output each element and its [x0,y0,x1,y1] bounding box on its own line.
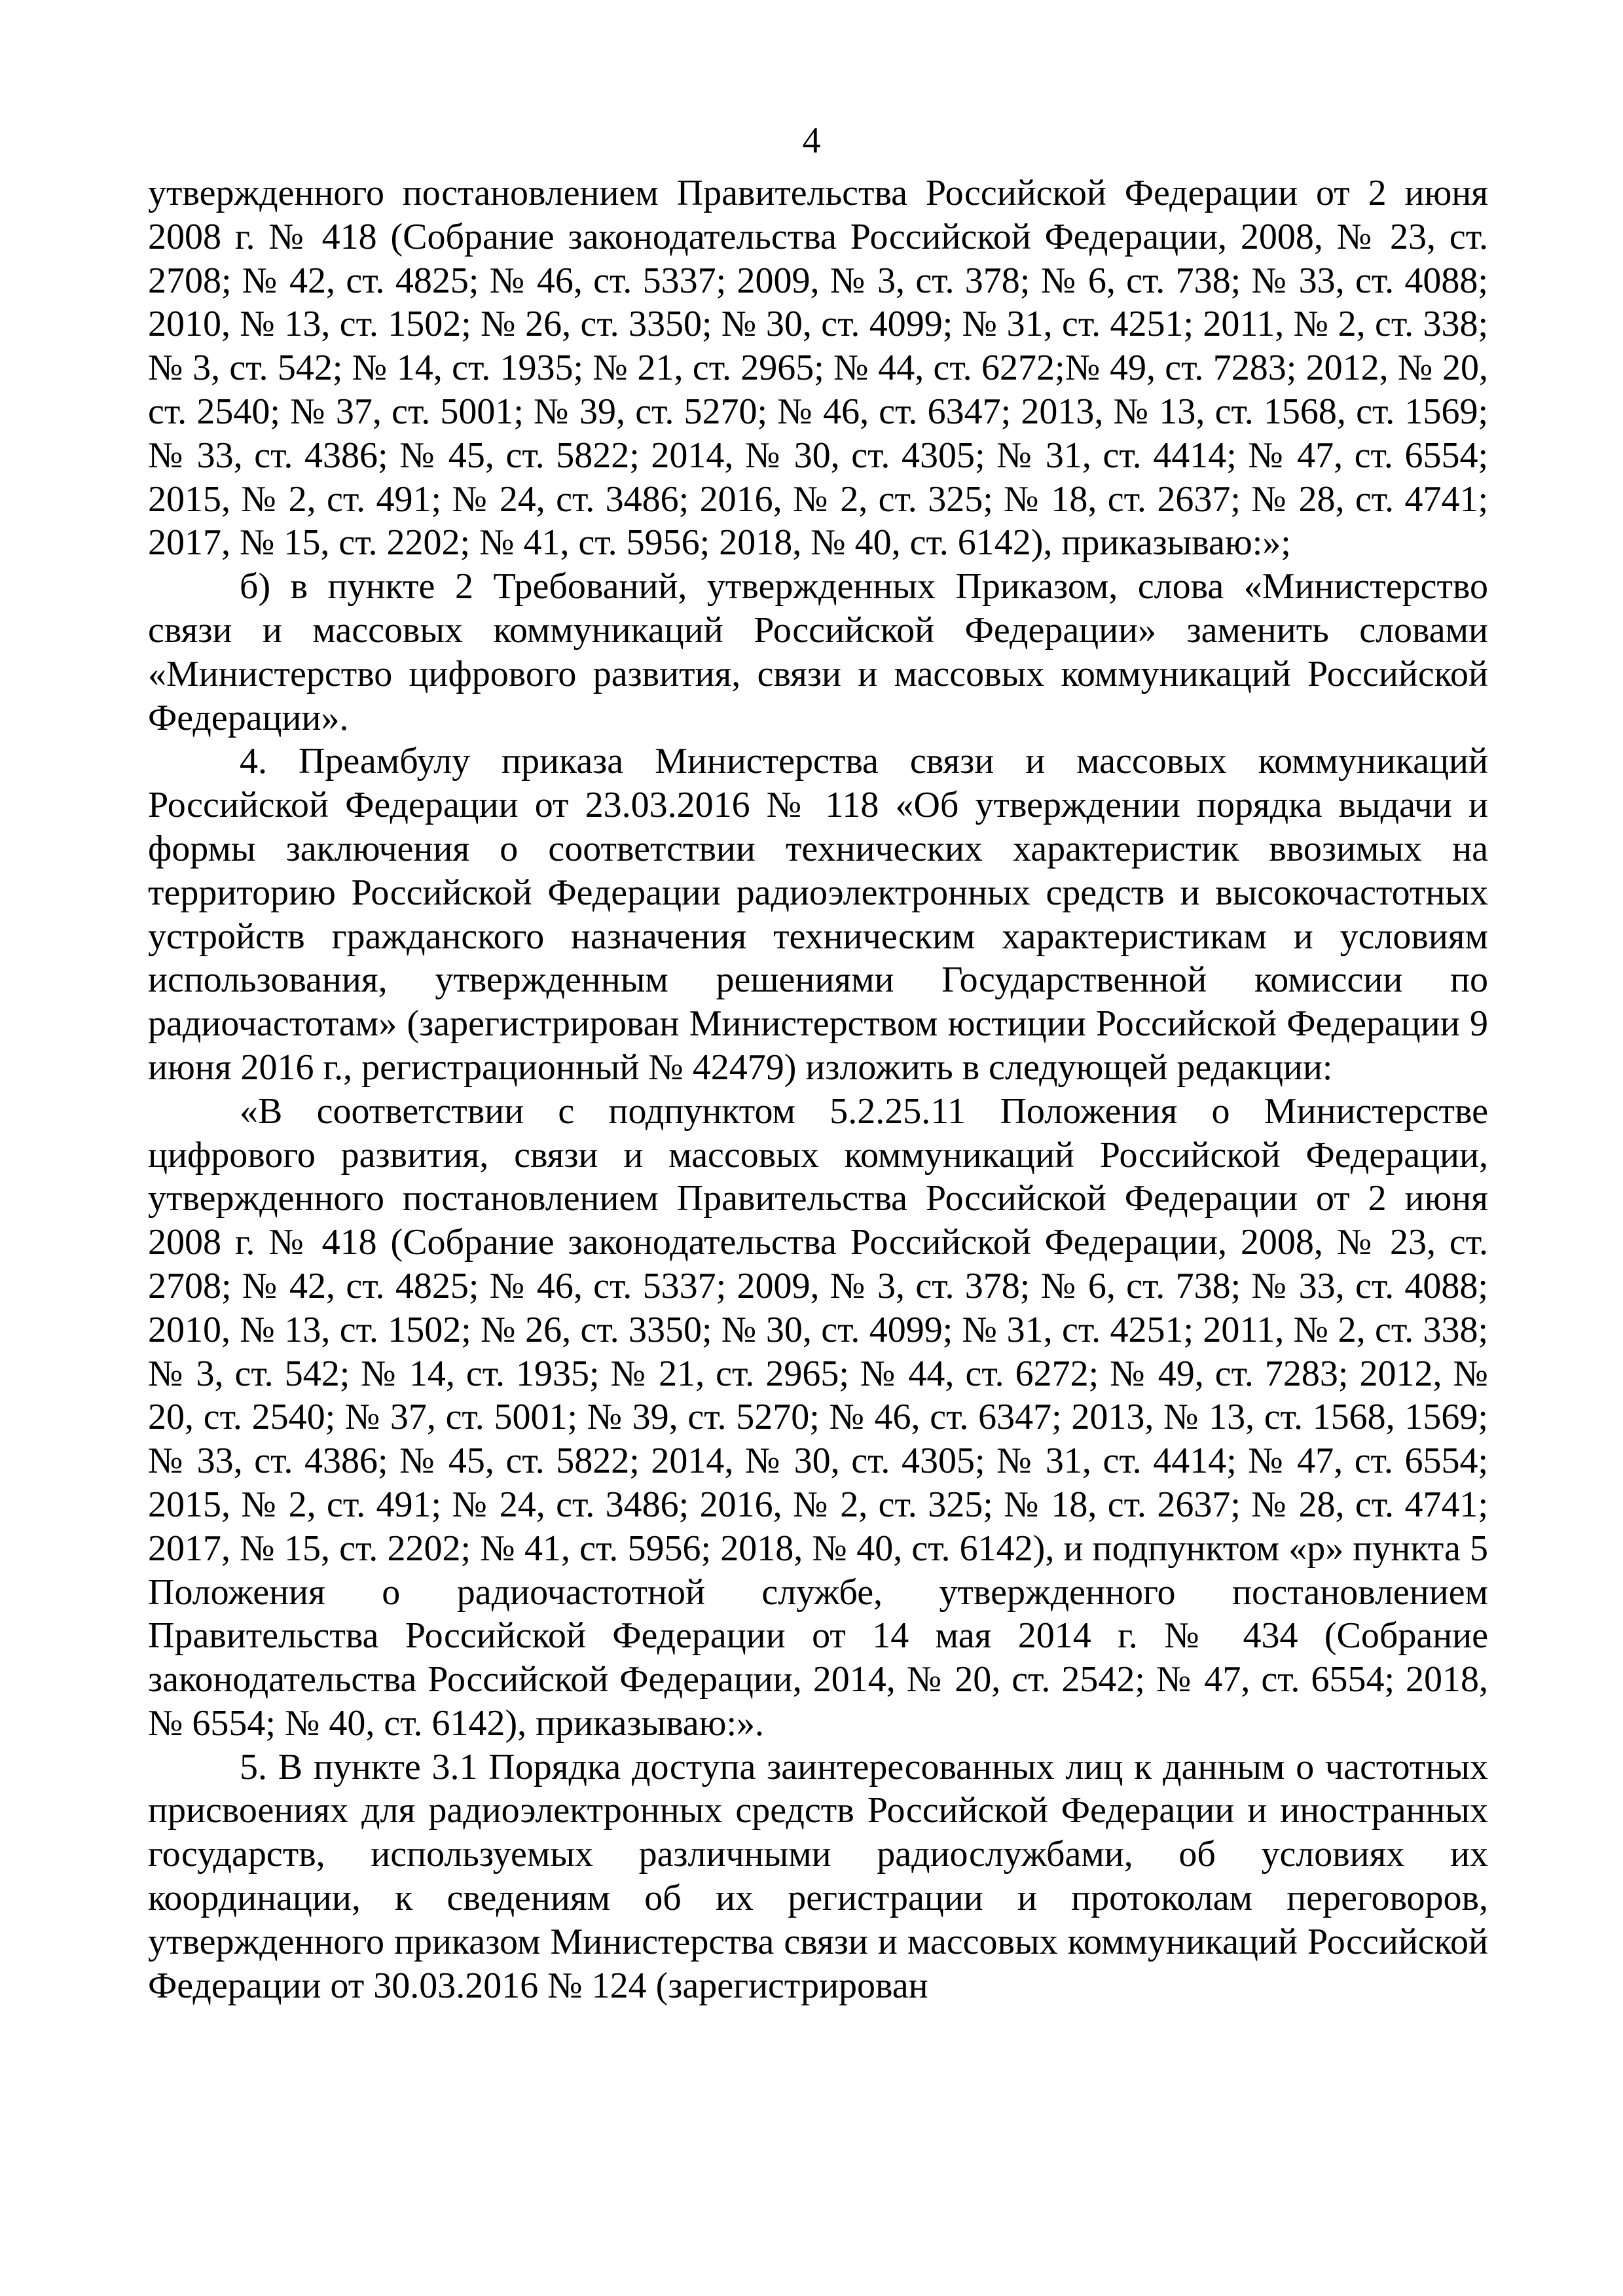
paragraph-item-b: б) в пункте 2 Требований, утвержденных Приказом, слова «Министерство связи и массовых коммуникаций Российской Федерации» заменить словами «Министерство цифрового развития, связи и массовых коммуникаций Российской Федерации». [148,566,1488,738]
page-number: 4 [802,120,821,161]
paragraph-new-preamble: «В соответствии с подпунктом 5.2.25.11 Положения о Министерстве цифрового развития, связи и массовых коммуникаций Российской Федерации, утвержденного постановлением Правительства Российской Федерации от 2 июня 2008 г. № 418 (Собрание законодательства Российской Федерации, 2008, № 23, ст. 2708; № 42, ст. 4825; № 46, ст. 5337; 2009, № 3, ст. 378; № 6, ст. 738; № 33, ст. 4088; 2010, № 13, ст. 1502; № 26, ст. 3350; № 30, ст. 4099; № 31, ст. 4251; 2011, № 2, ст. 338; № 3, ст. 542; № 14, ст. 1935; № 21, ст. 2965; № 44, ст. 6272; № 49, ст. 7283; 2012, № 20, ст. 2540; № 37, ст. 5001; № 39, ст. 5270; № 46, ст. 6347; 2013, № 13, ст. 1568, 1569; № 33, ст. 4386; № 45, ст. 5822; 2014, № 30, ст. 4305; № 31, ст. 4414; № 47, ст. 6554; 2015, № 2, ст. 491; № 24, ст. 3486; 2016, № 2, ст. 325; № 18, ст. 2637; № 28, ст. 4741; 2017, № 15, ст. 2202; № 41, ст. 5956; 2018, № 40, ст. 6142), и подпунктом «р» пункта 5 Положения о радиочастотной службе, утвержденного постановлением Правительства Российской Федерации от 14 мая 2014 г. № 434 (Собрание законодательства Российской Федерации, 2014, № 20, ст. 2542; № 47, ст. 6554; 2018, № 6554; № 40, ст. 6142), приказываю:». [148,1090,1488,1744]
paragraph-item-4: 4. Преамбулу приказа Министерства связи и массовых коммуникаций Российской Федерации от 23.03.2016 № 118 «Об утверждении порядка выдачи и формы заключения о соответствии технических характеристик ввозимых на территорию Российской Федерации радиоэлектронных средств и высокочастотных устройств гражданского назначения техническим характеристикам и условиям использования, утвержденным решениями Государственной комиссии по радиочастотам» (зарегистрирован Министерством юстиции Российской Федерации 9 июня 2016 г., регистрационный № 42479) изложить в следующей редакции: [148,741,1488,1088]
paragraph-preamble-continuation: утвержденного постановлением Правительства Российской Федерации от 2 июня 2008 г. № 418 (Собрание законодательства Российской Федерации, 2008, № 23, ст. 2708; № 42, ст. 4825; № 46, ст. 5337; 2009, № 3, ст. 378; № 6, ст. 738; № 33, ст. 4088; 2010, № 13, ст. 1502; № 26, ст. 3350; № 30, ст. 4099; № 31, ст. 4251; 2011, № 2, ст. 338; № 3, ст. 542; № 14, ст. 1935; № 21, ст. 2965; № 44, ст. 6272;№ 49, ст. 7283; 2012, № 20, ст. 2540; № 37, ст. 5001; № 39, ст. 5270; № 46, ст. 6347; 2013, № 13, ст. 1568, ст. 1569; № 33, ст. 4386; № 45, ст. 5822; 2014, № 30, ст. 4305; № 31, ст. 4414; № 47, ст. 6554; 2015, № 2, ст. 491; № 24, ст. 3486; 2016, № 2, ст. 325; № 18, ст. 2637; № 28, ст. 4741; 2017, № 15, ст. 2202; № 41, ст. 5956; 2018, № 40, ст. 6142), приказываю:»; [148,173,1488,564]
document-body [148,171,1488,2007]
paragraph-item-5: 5. В пункте 3.1 Порядка доступа заинтересованных лиц к данным о частотных присвоениях для радиоэлектронных средств Российской Федерации и иностранных государств, используемых различными радиослужбами, об условиях их координации, к сведениям об их регистрации и протоколам переговоров, утвержденного приказом Министерства связи и массовых коммуникаций Российской Федерации от 30.03.2016 № 124 (зарегистрирован [148,1746,1488,2006]
